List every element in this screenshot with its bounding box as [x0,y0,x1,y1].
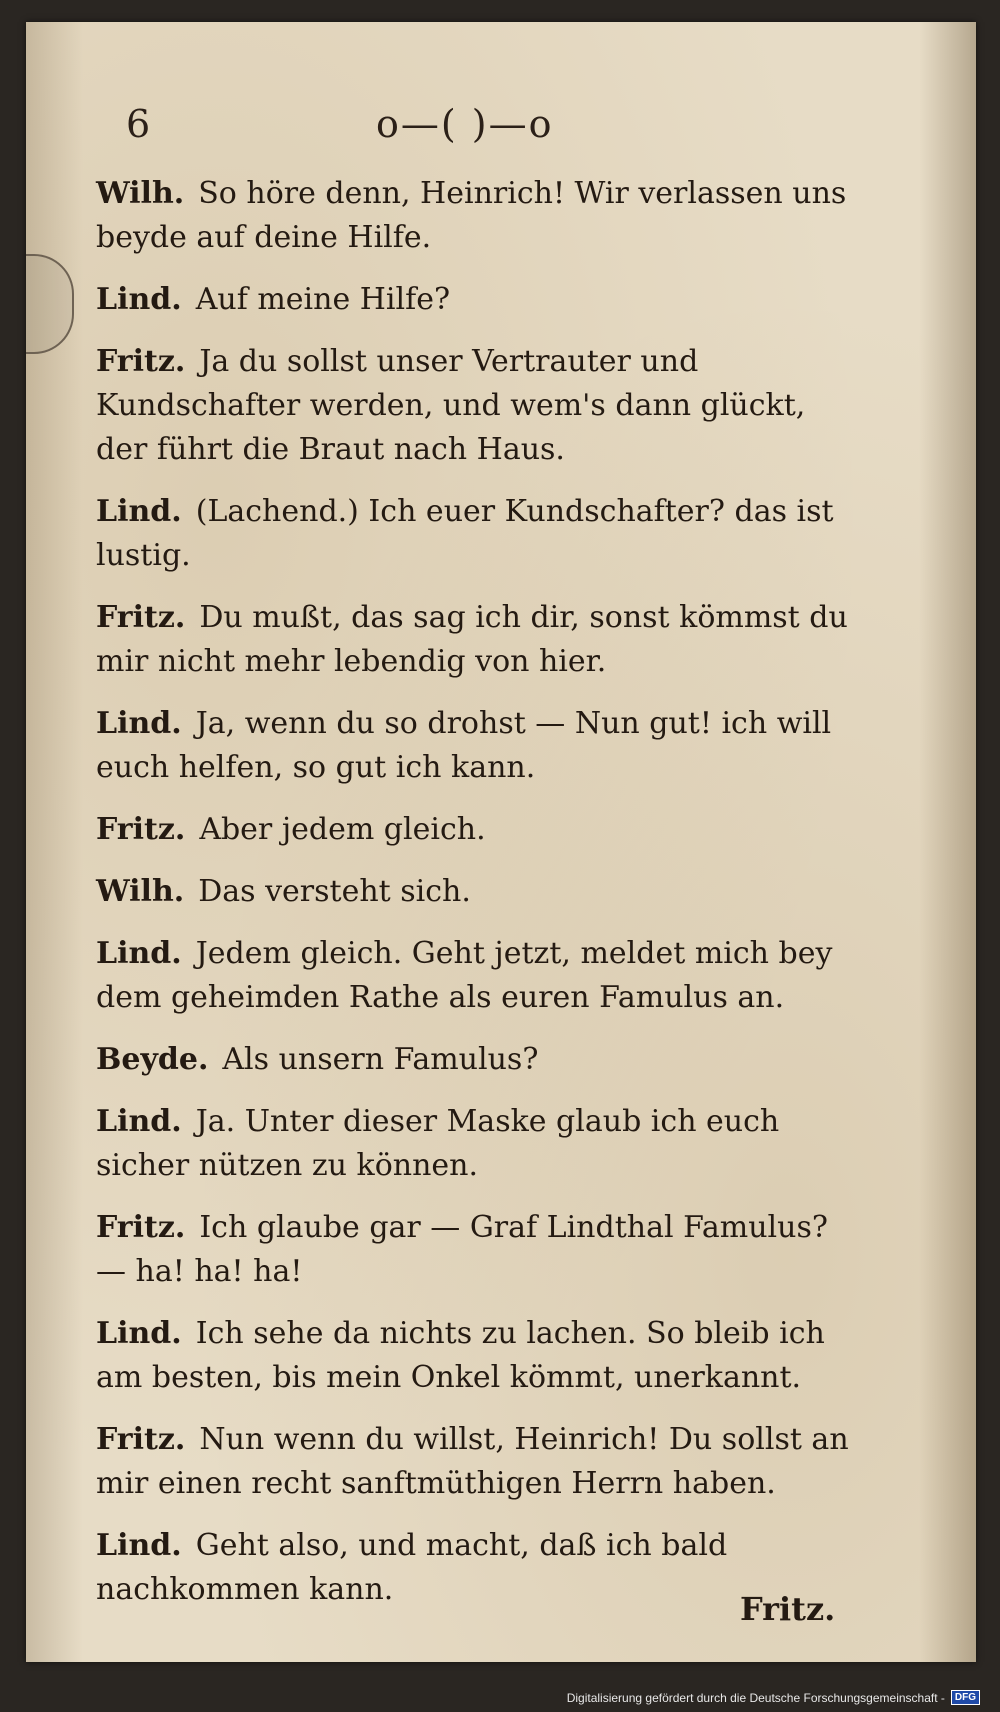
speaker-name: Fritz. [96,1210,186,1245]
speech-text: Ja. Unter dieser Maske glaub ich euch sicher nützen zu können. [96,1104,780,1183]
speech-text: Als unsern Famulus? [222,1042,539,1077]
speech-paragraph [96,1418,866,1506]
digitization-credit [567,1690,980,1705]
page-tab-marker [26,254,74,354]
book-page [26,22,976,1662]
speech-text: Ich glaube gar — Graf Lindthal Famulus? — ha! ha! ha! [96,1210,828,1289]
speech-text: Jedem gleich. Geht jetzt, meldet mich bey dem geheimden Rathe als euren Famulus an. [96,936,833,1015]
speaker-name: Lind. [96,494,182,529]
speech-text: So höre denn, Heinrich! Wir verlassen uns beyde auf deine Hilfe. [96,176,847,255]
speech-paragraph [96,870,866,914]
speech-text: Ich sehe da nichts zu lachen. So bleib ich am besten, bis mein Onkel kömmt, unerkannt. [96,1316,825,1395]
page-header [126,102,926,162]
speech-text: Aber jedem gleich. [199,812,486,847]
catchword: Fritz. [740,1590,836,1628]
speech-text: Auf meine Hilfe? [195,282,451,317]
speech-text: Ja du sollst unser Vertrauter und Kundschafter werden, und wem's dann glückt, der führt die Braut nach Haus. [96,344,806,467]
speech-paragraph [96,340,866,472]
speech-text: Geht also, und macht, daß ich bald nachkommen kann. [96,1528,728,1607]
speech-paragraph [96,596,866,684]
speech-paragraph [96,1206,866,1294]
speech-text: Nun wenn du willst, Heinrich! Du sollst an mir einen recht sanftmüthigen Herrn haben. [96,1422,849,1501]
speaker-name: Lind. [96,1316,182,1351]
speaker-name: Lind. [96,282,182,317]
speech-paragraph [96,702,866,790]
speaker-name: Fritz. [96,600,186,635]
speech-paragraph [96,172,866,260]
speech-paragraph [96,278,866,322]
speech-paragraph [96,1100,866,1188]
speech-text: (Lachend.) Ich euer Kundschafter? das ist lustig. [96,494,834,573]
speech-paragraph [96,932,866,1020]
speech-paragraph [96,808,866,852]
speaker-name: Wilh. [96,874,185,909]
dialogue-text [96,172,866,1630]
header-ornament: o—( )—o [376,102,554,146]
speaker-name: Wilh. [96,176,185,211]
dfg-logo: DFG [951,1690,980,1705]
speaker-name: Beyde. [96,1042,209,1077]
speaker-name: Lind. [96,1104,182,1139]
speech-text: Du mußt, das sag ich dir, sonst kömmst du mir nicht mehr lebendig von hier. [96,600,848,679]
speech-paragraph [96,1312,866,1400]
credit-text: Digitalisierung gefördert durch die Deutsche Forschungsgemeinschaft - [566,1690,945,1705]
speech-paragraph [96,1038,866,1082]
speech-paragraph [96,490,866,578]
page-number: 6 [126,102,151,146]
speaker-name: Fritz. [96,344,186,379]
speaker-name: Lind. [96,936,182,971]
speaker-name: Lind. [96,706,182,741]
speaker-name: Fritz. [96,1422,186,1457]
speaker-name: Lind. [96,1528,182,1563]
speaker-name: Fritz. [96,812,186,847]
speech-text: Ja, wenn du so drohst — Nun gut! ich will euch helfen, so gut ich kann. [96,706,832,785]
speech-text: Das versteht sich. [198,874,471,909]
